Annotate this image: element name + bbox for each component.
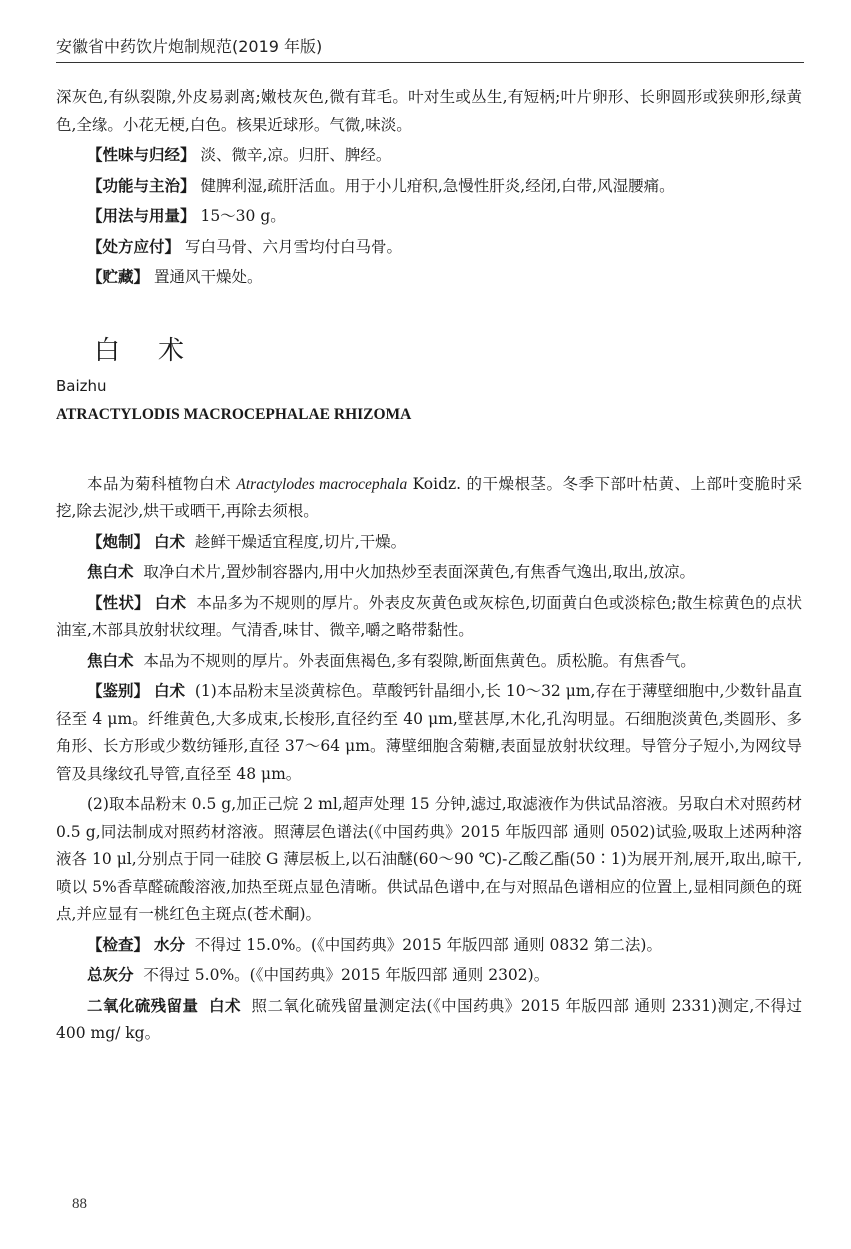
page-body <box>56 84 802 1051</box>
section-text: 本品为不规则的厚片。外表面焦褐色,多有裂隙,断面焦黄色。质松脆。有焦香气。 <box>143 651 696 670</box>
monograph-latin-name: ATRACTYLODIS MACROCEPHALAE RHIZOMA <box>56 406 412 423</box>
section-text: 本品多为不规则的厚片。外表皮灰黄色或灰棕色,切面黄白色或淡棕色;散生棕黄色的点状油室,木部具放射状纹理。气清香,味甘、微辛,嚼之略带黏性。 <box>56 593 802 639</box>
section-text: 取净白术片,置炒制容器内,用中火加热炒至表面深黄色,有焦香气逸出,取出,放凉。 <box>143 563 696 581</box>
intro-text: Koidz. 的干燥根茎。冬季下部叶枯黄、上部叶变脆时采挖,除去泥沙,烘干或晒干,再除去须根。 <box>56 474 802 520</box>
prev-zhucang <box>56 264 802 292</box>
section-text: 健脾利湿,疏肝活血。用于小儿疳积,急慢性肝炎,经闭,白带,风湿腰痛。 <box>200 176 675 195</box>
prev-gongneng <box>56 173 802 201</box>
monograph-pinyin: Baizhu <box>56 377 107 395</box>
jiao-paozhi-section <box>56 559 802 587</box>
section-label: 【用法与用量】 <box>87 207 196 225</box>
prev-xingwei <box>56 142 802 170</box>
section-text: 照二氧化硫残留量测定法(《中国药典》2015 年版四部 通则 2331)测定,不得过 400 mg/ kg。 <box>56 996 802 1042</box>
running-header: 安徽省中药饮片炮制规范(2019 年版) <box>56 37 323 56</box>
section-text: 写白马骨、六月雪均付白马骨。 <box>184 237 402 256</box>
subheading: 焦白术 <box>87 651 134 670</box>
subheading: 白术 <box>154 593 187 612</box>
section-label: 【检查】 <box>87 935 150 954</box>
jiao-xingzhuang-section <box>56 648 802 676</box>
subheading: 总灰分 <box>87 966 134 984</box>
intro-paragraph <box>56 471 802 526</box>
intro-text: 本品为菊科植物白术 <box>87 474 237 493</box>
section-text: (1)本品粉末呈淡黄棕色。草酸钙针晶细小,长 10～32 μm,存在于薄壁细胞中,少数针晶直径至 4 μm。纤维黄色,大多成束,长梭形,直径约至 40 μm,壁甚厚,木化,孔沟明显。石细胞淡黄色,类圆形、多角形、长方形或少数纺锤形,直径 37～64 μm。薄壁细胞含菊糖,表面显放射状纹理。导管分子短小,为网纹导管及具缘纹孔导管,直径至 48 μm。 <box>56 682 802 783</box>
huifen-section <box>56 962 802 990</box>
prev-yongfa <box>56 203 802 231</box>
section-text: 不得过 15.0%。(《中国药典》2015 年版四部 通则 0832 第二法)。 <box>194 935 662 954</box>
section-label: 【性味与归经】 <box>87 146 196 164</box>
species-name: Atractylodes macrocephala <box>236 475 408 493</box>
section-text: 置通风干燥处。 <box>153 268 263 286</box>
subheading: 白术 <box>209 996 241 1015</box>
section-label: 【贮藏】 <box>87 268 150 286</box>
section-label: 【功能与主治】 <box>87 176 196 195</box>
section-label: 【性状】 <box>87 593 150 612</box>
section-label: 【处方应付】 <box>87 237 181 256</box>
subheading: 二氧化硫残留量 <box>87 996 199 1015</box>
xingzhuang-section <box>56 590 802 645</box>
subheading: 水分 <box>153 935 185 954</box>
section-label: 【鉴别】 <box>87 682 150 700</box>
subheading: 焦白术 <box>87 563 134 581</box>
subheading: 白术 <box>153 682 185 700</box>
header-rule <box>56 62 804 63</box>
section-text: 淡、微辛,凉。归肝、脾经。 <box>200 146 392 164</box>
subheading: 白术 <box>153 532 185 551</box>
monograph-title: 白术 <box>94 335 223 366</box>
prev-description: 深灰色,有纵裂隙,外皮易剥离;嫩枝灰色,微有茸毛。叶对生或丛生,有短柄;叶片卵形、长卵圆形或狭卵形,绿黄色,全缘。小花无梗,白色。核果近球形。气微,味淡。 <box>56 88 802 134</box>
so2-section <box>56 993 802 1048</box>
paozhi-section <box>56 529 802 557</box>
section-text: 15～30 g。 <box>200 207 286 225</box>
jiancha-section <box>56 932 802 960</box>
page-number: 88 <box>72 1196 87 1212</box>
section-text: 趁鲜干燥适宜程度,切片,干燥。 <box>194 532 407 551</box>
section-text: 不得过 5.0%。(《中国药典》2015 年版四部 通则 2302)。 <box>143 966 550 984</box>
jianbie-2-paragraph: (2)取本品粉末 0.5 g,加正己烷 2 ml,超声处理 15 分钟,滤过,取滤液作为供试品溶液。另取白术对照药材 0.5 g,同法制成对照药材溶液。照薄层色谱法(《中国药典》2015 年版四部 通则 0502)试验,吸取上述两种溶液各 10 μl,分别点于同一硅胶 G 薄层板上,以石油醚(60～90 ℃)-乙酸乙酯(50∶1)为展开剂,展开,取出,晾干,喷以 5%香草醛硫酸溶液,加热至斑点显色清晰。供试品色谱中,在与对照品色谱相应的位置上,显相同颜色的斑点,并应显有一桃红色主斑点(苍术酮)。 <box>56 795 802 923</box>
prev-chufang <box>56 234 802 262</box>
jianbie-section <box>56 678 802 788</box>
section-label: 【炮制】 <box>87 532 150 551</box>
